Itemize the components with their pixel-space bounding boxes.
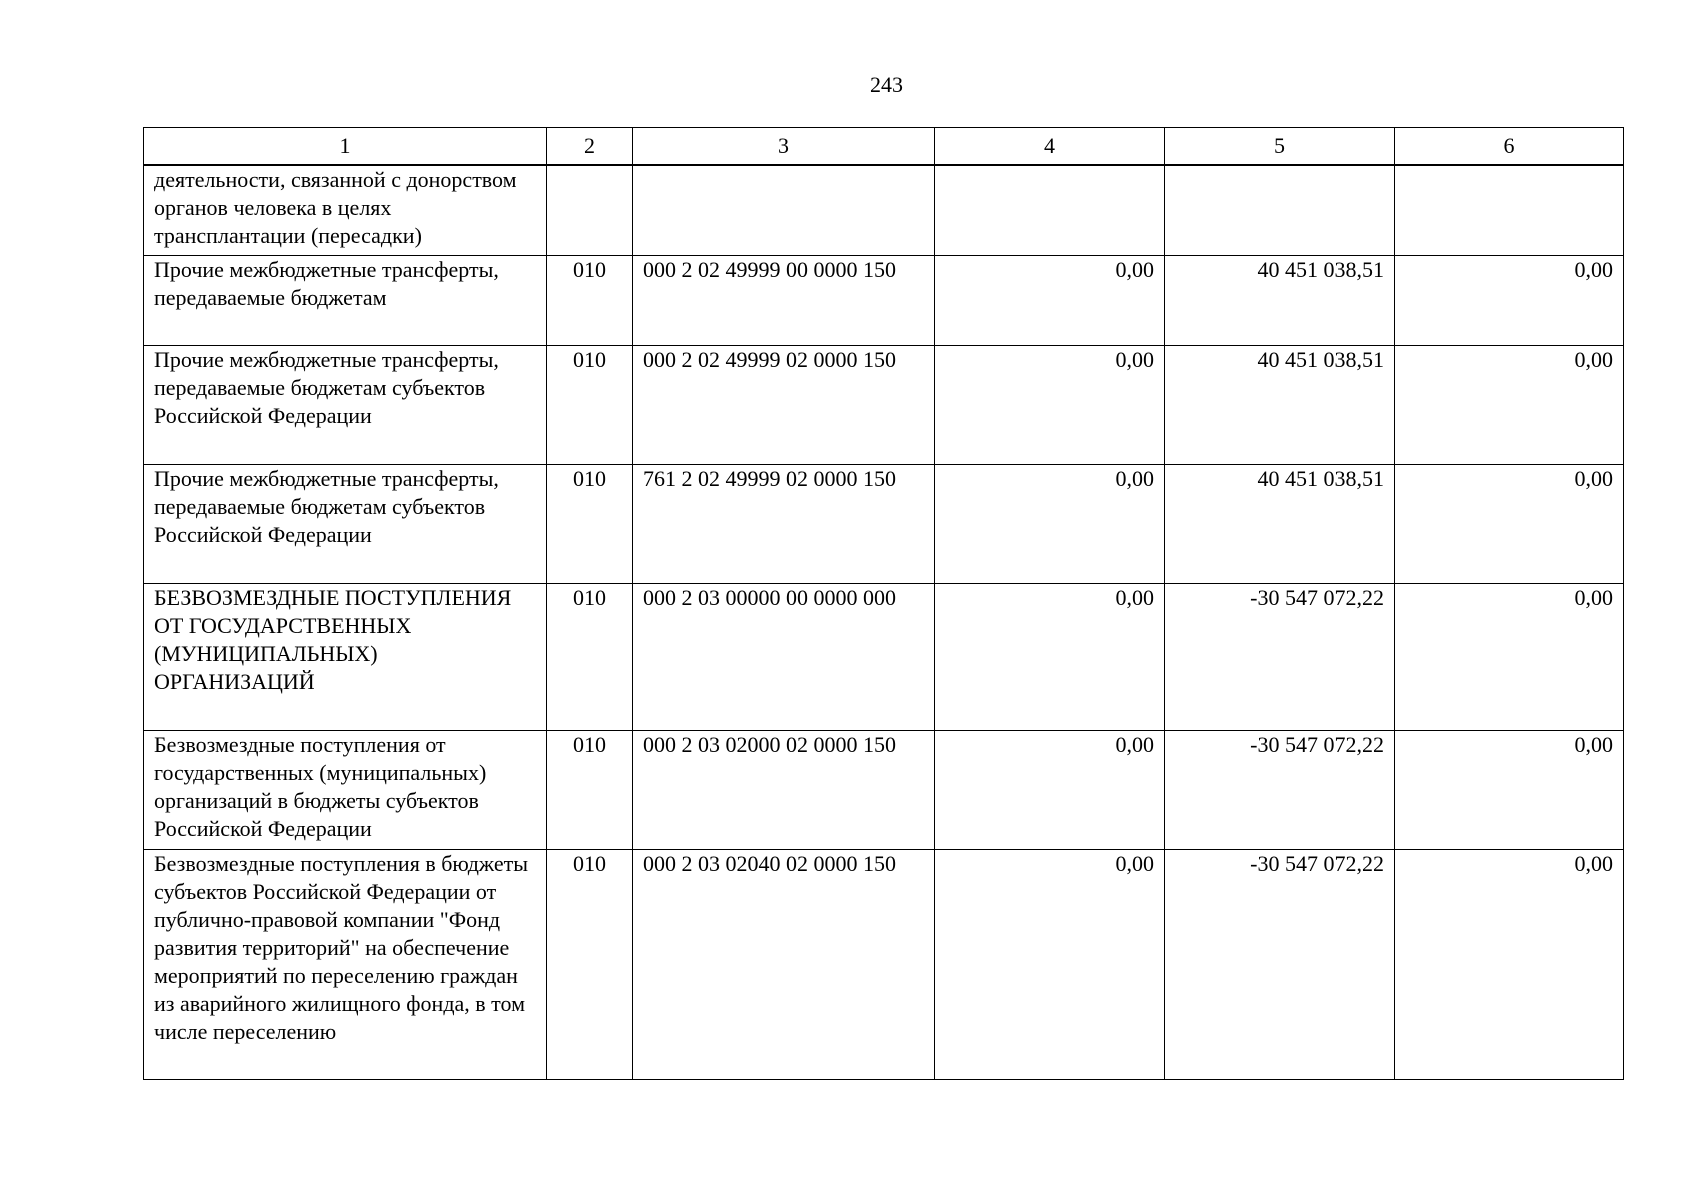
table-row — [144, 730, 1624, 849]
page-number: 243 — [870, 72, 903, 97]
row-col5 — [1165, 165, 1395, 255]
row-col2: 010 — [547, 849, 633, 1079]
row-col2 — [547, 165, 633, 255]
table-row — [144, 583, 1624, 730]
table-row — [144, 165, 1624, 255]
budget-table — [143, 127, 1624, 1080]
table-row — [144, 849, 1624, 1079]
column-header: 1 — [144, 128, 547, 166]
table-row — [144, 345, 1624, 464]
column-header: 2 — [547, 128, 633, 166]
row-col5: -30 547 072,22 — [1165, 583, 1395, 730]
row-col6: 0,00 — [1395, 849, 1624, 1079]
row-col2: 010 — [547, 730, 633, 849]
row-col4: 0,00 — [935, 849, 1165, 1079]
row-code: 000 2 02 49999 00 0000 150 — [633, 255, 935, 345]
row-name: Безвозмездные поступления от государственных (муниципальных) организаций в бюджеты субъектов Российской Федерации — [144, 730, 547, 849]
table-row — [144, 255, 1624, 345]
row-col6: 0,00 — [1395, 583, 1624, 730]
row-col5: 40 451 038,51 — [1165, 345, 1395, 464]
row-col5: -30 547 072,22 — [1165, 849, 1395, 1079]
row-col6: 0,00 — [1395, 730, 1624, 849]
row-col5: 40 451 038,51 — [1165, 255, 1395, 345]
row-col2: 010 — [547, 583, 633, 730]
row-name: Прочие межбюджетные трансферты, передаваемые бюджетам субъектов Российской Федерации — [144, 464, 547, 583]
column-header: 3 — [633, 128, 935, 166]
row-code: 000 2 03 02000 02 0000 150 — [633, 730, 935, 849]
row-col4: 0,00 — [935, 583, 1165, 730]
row-col4: 0,00 — [935, 345, 1165, 464]
row-col4 — [935, 165, 1165, 255]
row-code: 000 2 02 49999 02 0000 150 — [633, 345, 935, 464]
row-col2: 010 — [547, 464, 633, 583]
row-name: Прочие межбюджетные трансферты, передаваемые бюджетам субъектов Российской Федерации — [144, 345, 547, 464]
column-header: 5 — [1165, 128, 1395, 166]
table-header-row — [144, 128, 1624, 166]
row-code — [633, 165, 935, 255]
row-code: 000 2 03 00000 00 0000 000 — [633, 583, 935, 730]
row-col6 — [1395, 165, 1624, 255]
table-row — [144, 464, 1624, 583]
column-header: 6 — [1395, 128, 1624, 166]
row-col6: 0,00 — [1395, 345, 1624, 464]
row-col6: 0,00 — [1395, 464, 1624, 583]
row-col4: 0,00 — [935, 255, 1165, 345]
row-col4: 0,00 — [935, 464, 1165, 583]
row-col2: 010 — [547, 345, 633, 464]
row-col5: 40 451 038,51 — [1165, 464, 1395, 583]
column-header: 4 — [935, 128, 1165, 166]
row-col5: -30 547 072,22 — [1165, 730, 1395, 849]
row-code: 761 2 02 49999 02 0000 150 — [633, 464, 935, 583]
row-col4: 0,00 — [935, 730, 1165, 849]
row-name: деятельности, связанной с донорством органов человека в целях трансплантации (пересадки) — [144, 165, 547, 255]
row-name: Прочие межбюджетные трансферты, передаваемые бюджетам — [144, 255, 547, 345]
row-name: БЕЗВОЗМЕЗДНЫЕ ПОСТУПЛЕНИЯ ОТ ГОСУДАРСТВЕННЫХ (МУНИЦИПАЛЬНЫХ) ОРГАНИЗАЦИЙ — [144, 583, 547, 730]
row-name: Безвозмездные поступления в бюджеты субъектов Российской Федерации от публично-правовой компании "Фонд развития территорий" на обеспечение мероприятий по переселению граждан из аварийного жилищного фонда, в том числе переселению — [144, 849, 547, 1079]
row-col2: 010 — [547, 255, 633, 345]
row-code: 000 2 03 02040 02 0000 150 — [633, 849, 935, 1079]
row-col6: 0,00 — [1395, 255, 1624, 345]
